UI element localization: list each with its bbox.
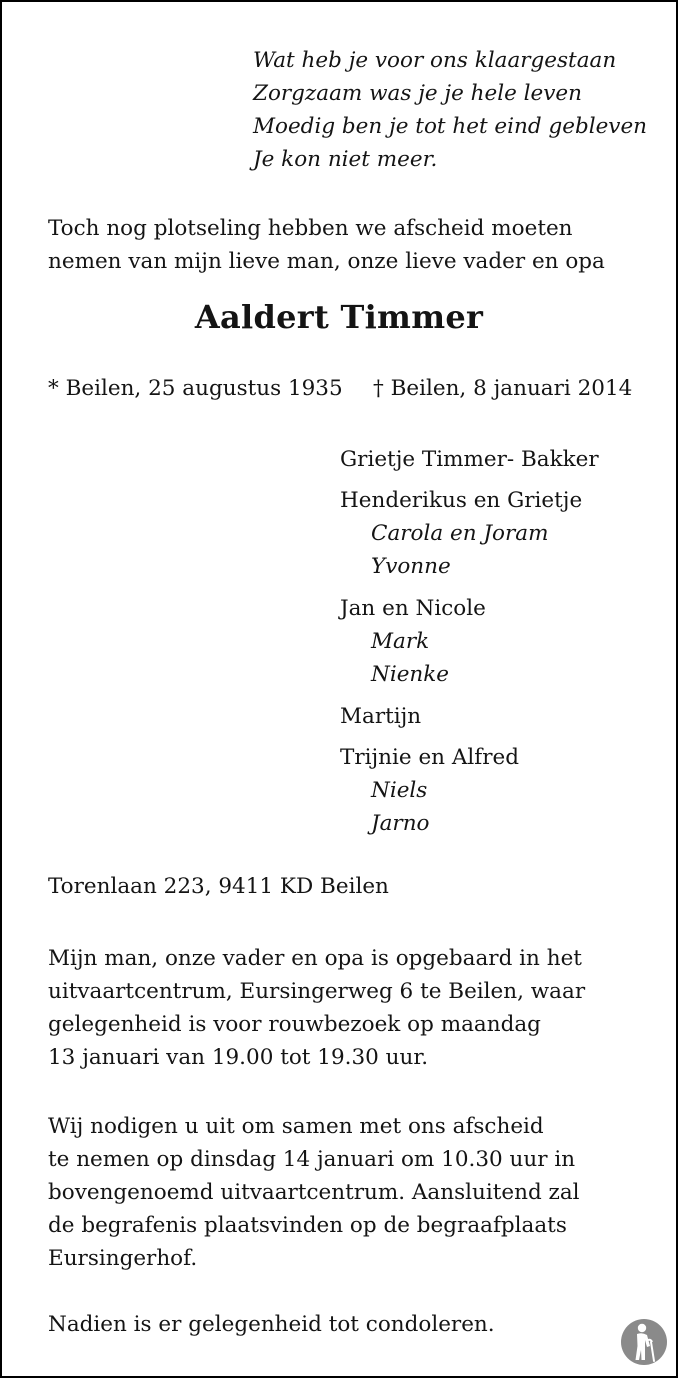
family-child: Nienke [371,662,450,687]
family-group-3 [340,741,519,840]
paragraph-line: uitvaartcentrum, Eursingerweg 6 te Beilen, waar [48,979,586,1004]
poem-line: Wat heb je voor ons klaargestaan [253,48,617,73]
deceased-name: Aaldert Timmer [194,298,484,336]
intro-text [48,212,605,278]
family-child: Carola en Joram [371,521,549,546]
family-child: Mark [371,629,430,654]
viewing-paragraph [48,942,585,1074]
poem-line: Moedig ben je tot het eind gebleven [253,114,648,139]
poem [253,44,647,176]
family-child: Niels [371,778,428,803]
dates-row [48,376,343,401]
family-spouse: Grietje Timmer- Bakker [340,447,599,472]
family-parents: Henderikus en Grietje [340,488,583,513]
funeral-paragraph [48,1110,580,1275]
family-child: Jarno [371,811,430,836]
paragraph-line: bovengenoemd uitvaartcentrum. Aansluitend zal [48,1180,580,1205]
death-date-wrap [373,376,632,401]
family-parents: Jan en Nicole [340,596,486,621]
intro-line: Toch nog plotseling hebben we afscheid moeten [48,216,573,241]
paragraph-line: 13 januari van 19.00 tot 19.30 uur. [48,1045,429,1070]
paragraph-line: Eursingerhof. [48,1246,198,1271]
death-date: † Beilen, 8 januari 2014 [373,376,633,401]
paragraph-line: te nemen op dinsdag 14 januari om 10.30 uur in [48,1147,576,1172]
paragraph-line: gelegenheid is voor rouwbezoek op maandag [48,1012,541,1037]
family-single: Martijn [340,704,422,729]
paragraph-line: Wij nodigen u uit om samen met ons afscheid [48,1114,544,1139]
address: Torenlaan 223, 9411 KD Beilen [48,874,389,899]
paragraph-line: de begrafenis plaatsvinden op de begraafplaats [48,1213,567,1238]
intro-line: nemen van mijn lieve man, onze lieve vader en opa [48,249,605,274]
family-group-1 [340,484,582,583]
family-child: Yvonne [371,554,451,579]
family-group-2 [340,592,486,691]
poem-line: Zorgzaam was je je hele leven [253,81,582,106]
condolence-text: Nadien is er gelegenheid tot condoleren. [48,1312,495,1337]
paragraph-line: Mijn man, onze vader en opa is opgebaard in het [48,946,582,971]
family-parents: Trijnie en Alfred [340,745,519,770]
person-with-cane-icon [620,1318,668,1366]
birth-date: * Beilen, 25 augustus 1935 [48,376,343,401]
poem-line: Je kon niet meer. [253,147,438,172]
